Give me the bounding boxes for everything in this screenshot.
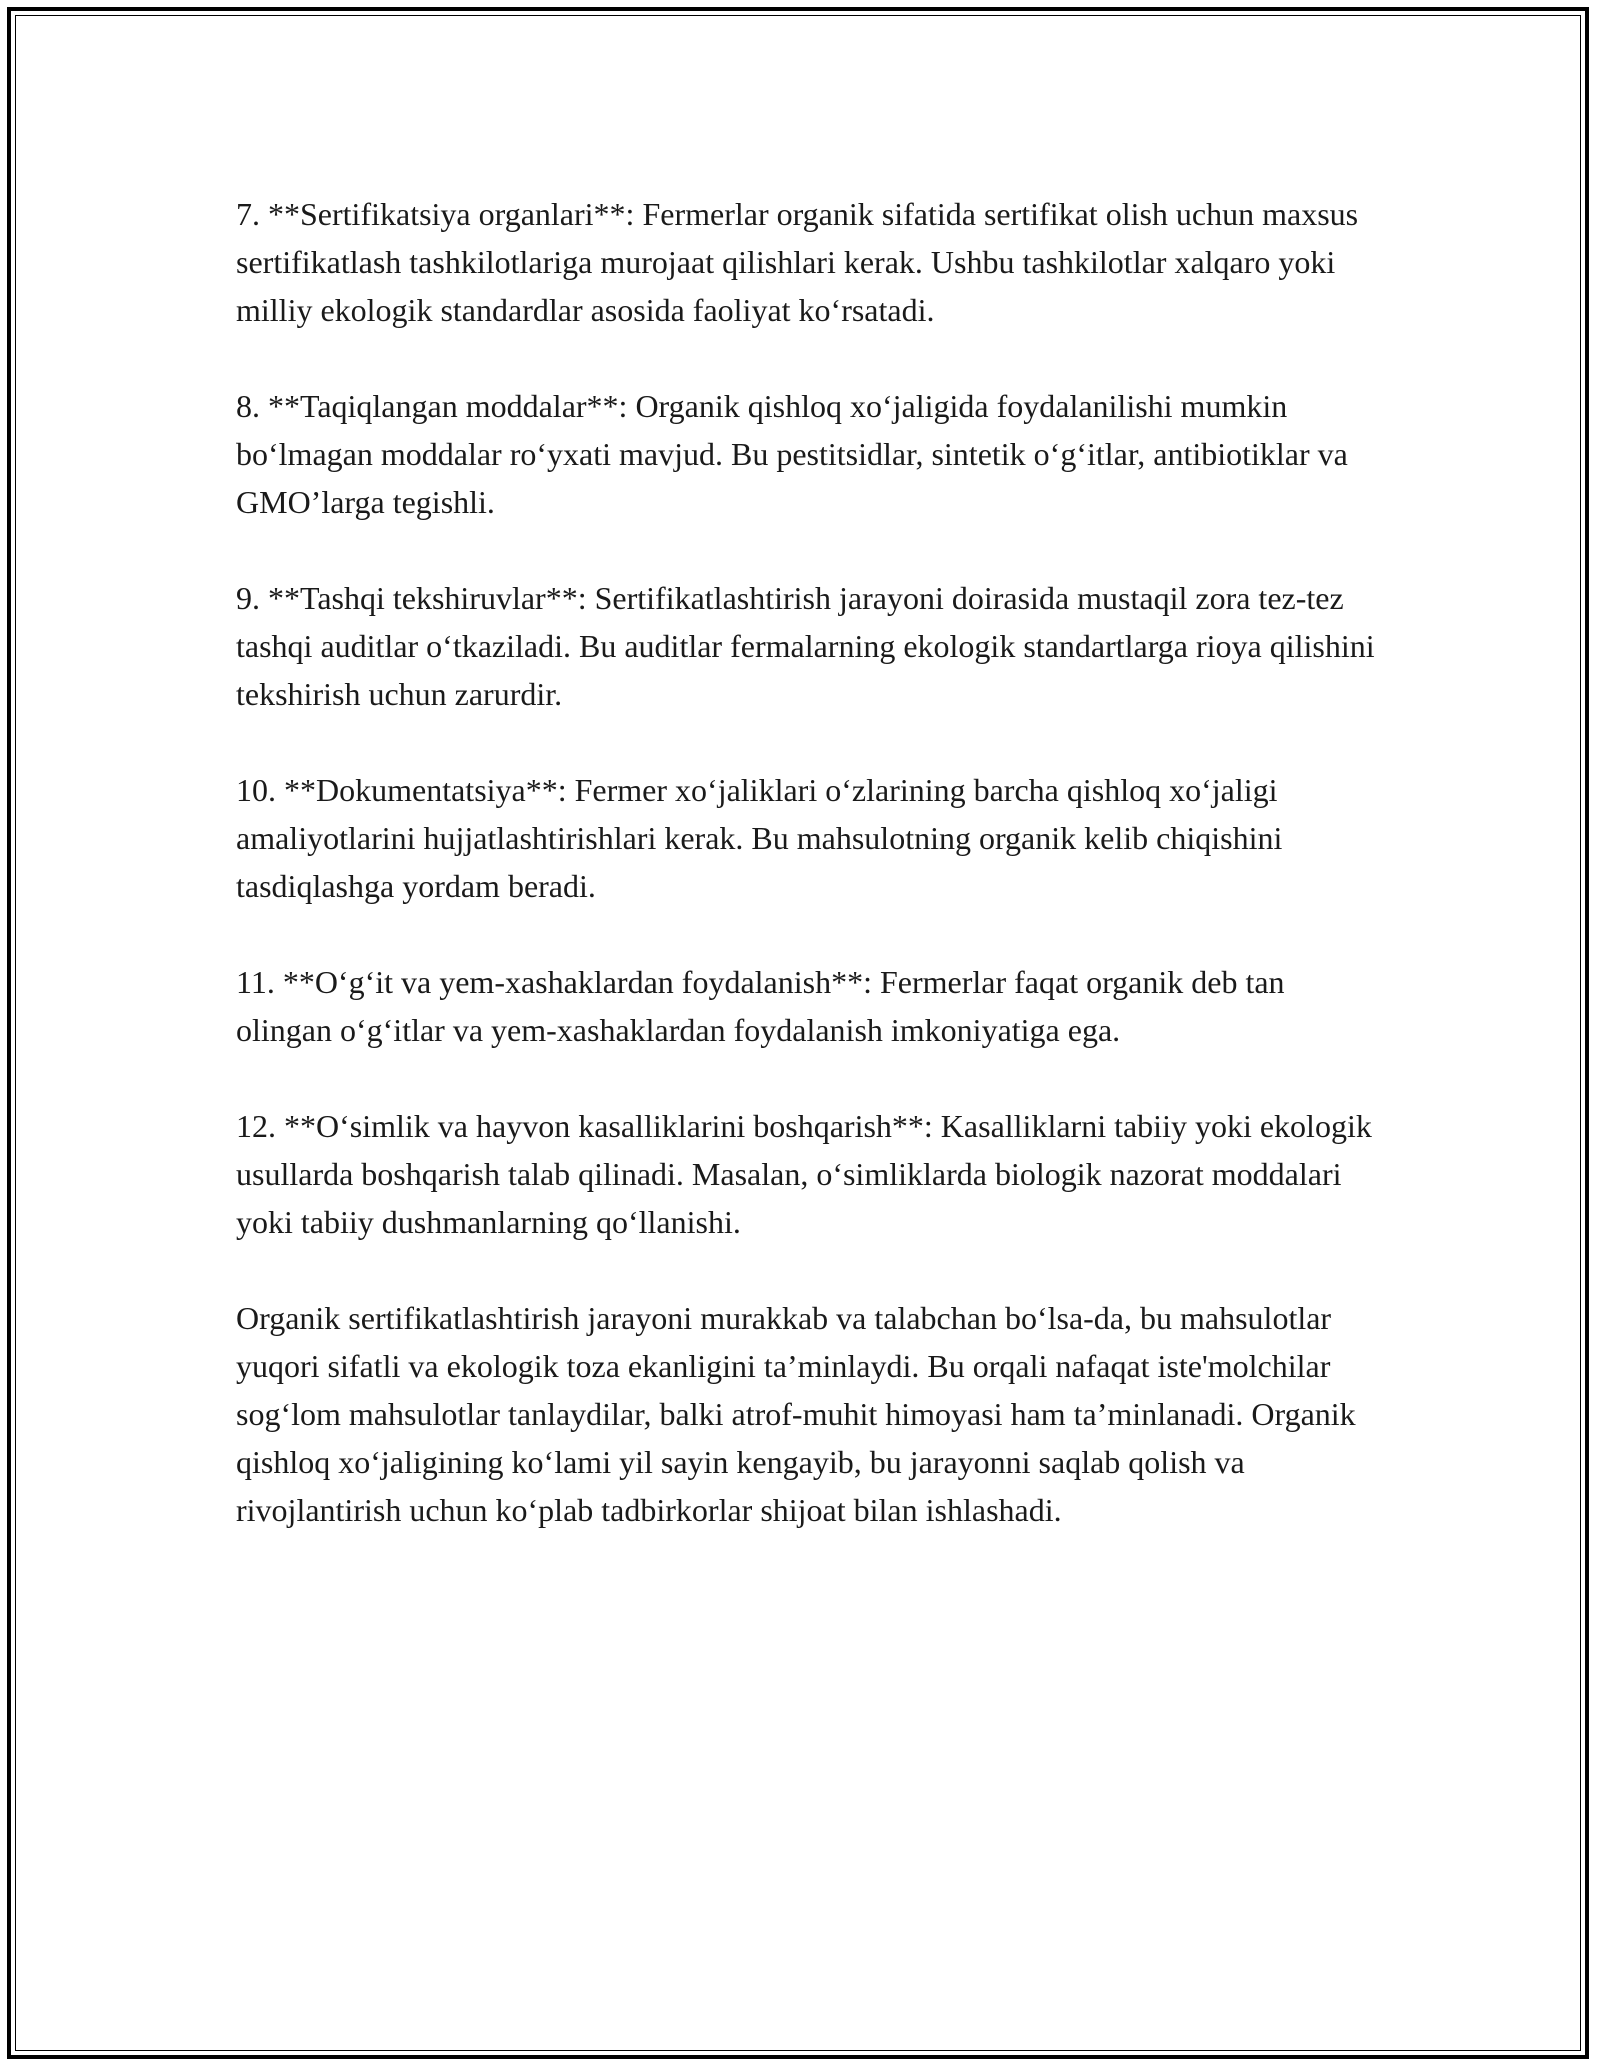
paragraph-ogit-va-yem-xashak: 11. **O‘g‘it va yem-xashaklardan foydalanish**: Fermerlar faqat organik deb tan olingan o‘g‘itlar va yem-xashaklardan foydalanish imkoniyatiga ega. (236, 964, 1285, 1048)
paragraph-sertifikatsiya-organlari: 7. **Sertifikatsiya organlari**: Fermerlar organik sifatida sertifikat olish uchun maxsus sertifikatlash tashkilotlariga murojaat qilishlari kerak. Ushbu tashkilotlar xalqaro yoki milliy ekologik standardlar asosida faoliyat ko‘rsatadi. (236, 196, 1359, 328)
paragraph-conclusion: Organik sertifikatlashtirish jarayoni murakkab va talabchan bo‘lsa-da, bu mahsulotlar yuqori sifatli va ekologik toza ekanligini ta’minlaydi. Bu orqali nafaqat iste'molchilar sog‘lom mahsulotlar tanlaydilar, balki atrof-muhit himoyasi ham ta’minlanadi. Organik qishloq xo‘jaligining ko‘lami yil sayin kengayib, bu jarayonni saqlab qolish va rivojlantirish uchun ko‘plab tadbirkorlar shijoat bilan ishlashadi. (236, 1300, 1356, 1528)
paragraph-tashqi-tekshiruvlar: 9. **Tashqi tekshiruvlar**: Sertifikatlashtirish jarayoni doirasida mustaqil zora tez-tez tashqi auditlar o‘tkaziladi. Bu auditlar fermalarning ekologik standartlarga rioya qilishini tekshirish uchun zarurdir. (236, 580, 1375, 712)
paragraph-dokumentatsiya: 10. **Dokumentatsiya**: Fermer xo‘jaliklari o‘zlarining barcha qishloq xo‘jaligi amaliyotlarini hujjatlashtirishlari kerak. Bu mahsulotning organik kelib chiqishini tasdiqlashga yordam beradi. (236, 772, 1283, 904)
document-body (236, 190, 1376, 1582)
paragraph-kasalliklarni-boshqarish: 12. **O‘simlik va hayvon kasalliklarini boshqarish**: Kasalliklarni tabiiy yoki ekologik usullarda boshqarish talab qilinadi. Masalan, o‘simliklarda biologik nazorat moddalari yoki tabiiy dushmanlarning qo‘llanishi. (236, 1108, 1372, 1240)
paragraph-taqiqlangan-moddalar: 8. **Taqiqlangan moddalar**: Organik qishloq xo‘jaligida foydalanilishi mumkin bo‘lmagan moddalar ro‘yxati mavjud. Bu pestitsidlar, sintetik o‘g‘itlar, antibiotiklar va GMO’larga tegishli. (236, 388, 1348, 520)
